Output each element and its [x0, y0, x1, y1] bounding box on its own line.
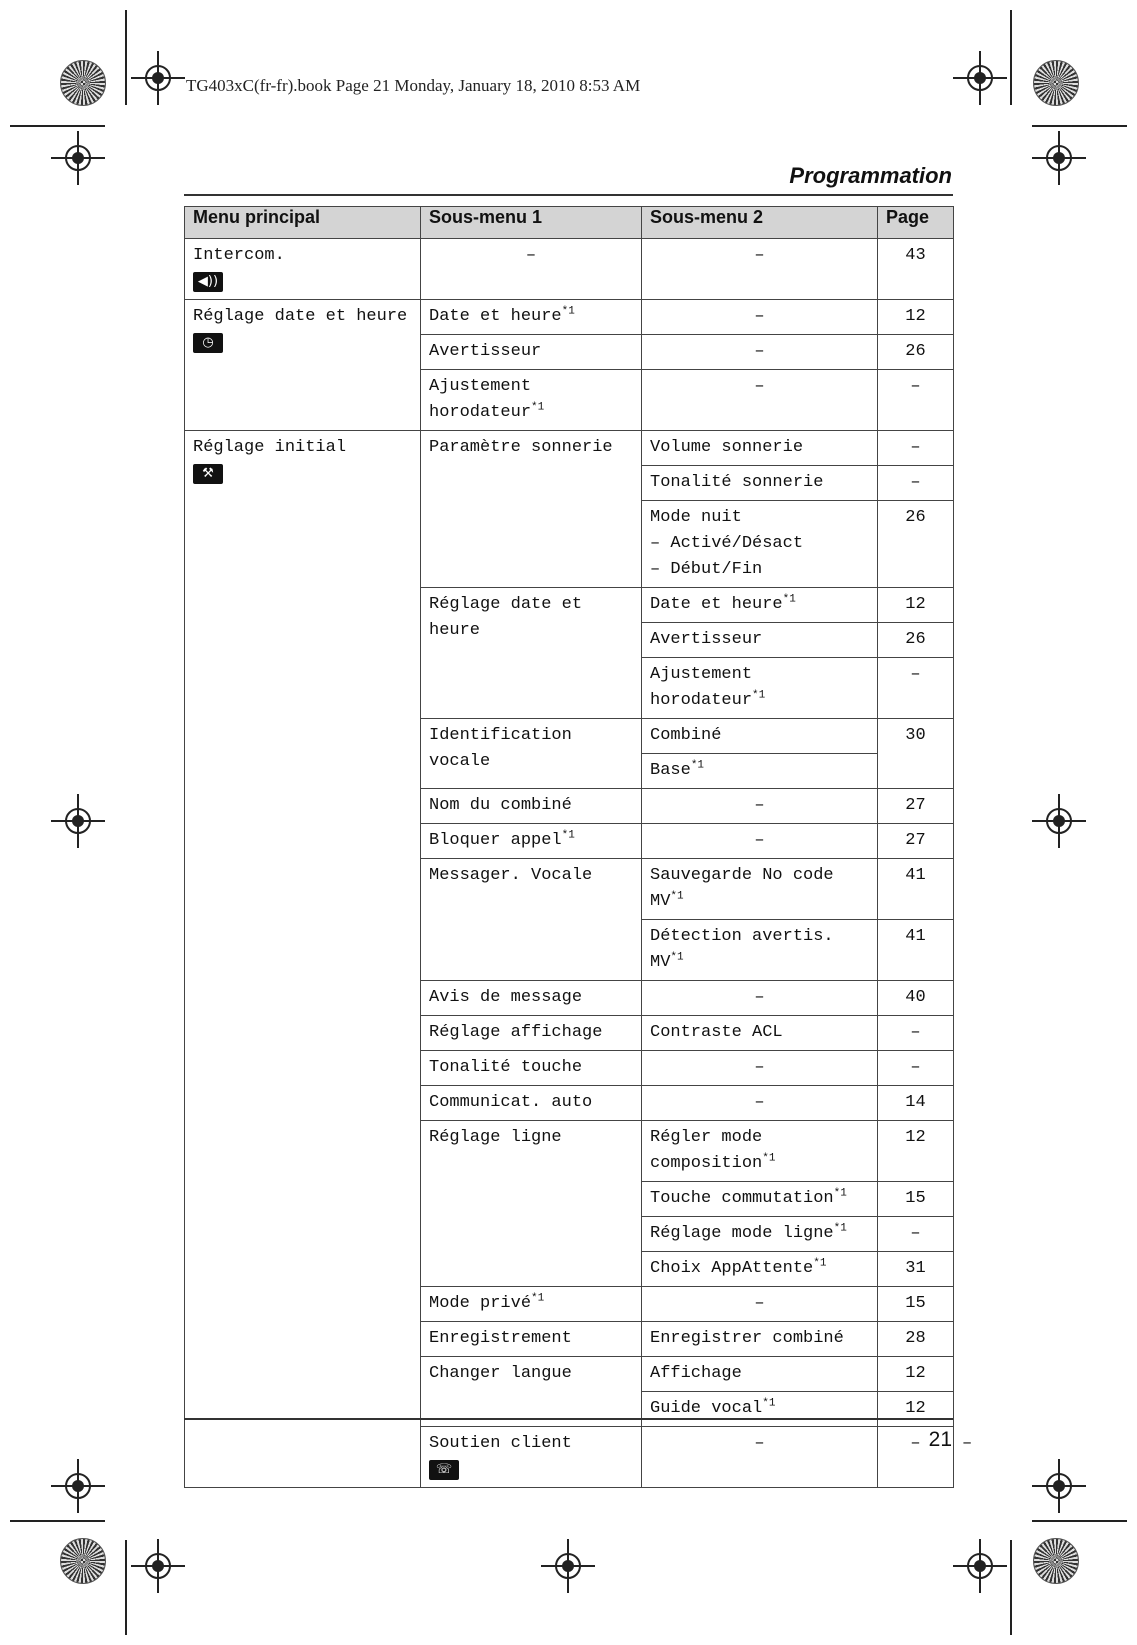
- registration-target-icon: [1046, 145, 1072, 171]
- page-number: 21: [928, 1428, 952, 1451]
- submenu2-cell: Choix AppAttente$^{*1}$: [642, 1252, 878, 1287]
- submenu2-cell: Date et heure$^{*1}$: [642, 588, 878, 623]
- page-cell: 12: [878, 1392, 954, 1427]
- page-cell: 12: [878, 1121, 954, 1182]
- page-cell: 15: [878, 1182, 954, 1217]
- submenu2-cell: –: [642, 370, 878, 431]
- submenu2-cell: Mode nuit – Activé/Désact – Début/Fin: [642, 501, 878, 588]
- submenu1-cell: Messager. Vocale: [421, 859, 642, 981]
- submenu1-cell: Réglage affichage: [421, 1016, 642, 1051]
- submenu2-cell: –: [642, 1086, 878, 1121]
- submenu2-cell: Régler mode composition$^{*1}$: [642, 1121, 878, 1182]
- color-registration-mark: [60, 60, 106, 106]
- page-cell: 27: [878, 789, 954, 824]
- menu-label: Réglage date et heure: [193, 307, 408, 326]
- submenu2-cell: Volume sonnerie: [642, 431, 878, 466]
- column-header: Page: [878, 207, 954, 239]
- submenu2-cell: Avertisseur: [642, 623, 878, 658]
- menu-cell: [185, 239, 421, 300]
- submenu2-cell: Affichage: [642, 1357, 878, 1392]
- submenu1-cell: Identification vocale: [421, 719, 642, 789]
- color-registration-mark: [1033, 1538, 1079, 1584]
- crop-mark: [1032, 1520, 1127, 1522]
- submenu1-cell: Réglage ligne: [421, 1121, 642, 1287]
- table-row: [185, 239, 954, 300]
- registration-target-icon: [967, 1553, 993, 1579]
- crop-mark: [1010, 1540, 1012, 1635]
- crop-mark: [125, 10, 127, 105]
- column-header: Sous-menu 1: [421, 207, 642, 239]
- registration-target-icon: [967, 65, 993, 91]
- submenu1-cell: Bloquer appel$^{*1}$: [421, 824, 642, 859]
- menu-label: Intercom.: [193, 246, 285, 265]
- submenu2-cell: Guide vocal$^{*1}$: [642, 1392, 878, 1427]
- page-cell: 27: [878, 824, 954, 859]
- table-header-row: [185, 207, 954, 239]
- submenu2-cell: –: [642, 300, 878, 335]
- registration-target-icon: [65, 1473, 91, 1499]
- submenu1-cell: Changer langue: [421, 1357, 642, 1427]
- submenu1-cell: –: [642, 1427, 878, 1488]
- submenu1-cell: Date et heure$^{*1}$: [421, 300, 642, 335]
- submenu1-cell: Mode privé$^{*1}$: [421, 1287, 642, 1322]
- registration-target-icon: [145, 1553, 171, 1579]
- crop-mark: [10, 125, 105, 127]
- submenu2-cell: Enregistrer combiné: [642, 1322, 878, 1357]
- submenu1-cell: Ajustement horodateur$^{*1}$: [421, 370, 642, 431]
- page-cell: 30: [878, 719, 954, 789]
- table-row: Soutien client ☏ – – –: [185, 1427, 954, 1488]
- page-cell: 41: [878, 859, 954, 920]
- submenu1-cell: Paramètre sonnerie: [421, 431, 642, 588]
- clock-icon: ◷: [193, 333, 223, 353]
- submenu1-cell: Enregistrement: [421, 1322, 642, 1357]
- sound-wave-icon: ◀)): [193, 272, 223, 292]
- submenu2-cell: –: [642, 1287, 878, 1322]
- menu-cell: [185, 431, 421, 1488]
- registration-target-icon: [65, 145, 91, 171]
- submenu2-cell: Réglage mode ligne$^{*1}$: [642, 1217, 878, 1252]
- registration-target-icon: [555, 1553, 581, 1579]
- page-cell: 43: [878, 239, 954, 300]
- header-rule: [184, 194, 953, 196]
- registration-target-icon: [65, 808, 91, 834]
- column-header: Menu principal: [185, 207, 421, 239]
- menu-label: Réglage initial: [193, 438, 347, 457]
- page-cell: –: [878, 431, 954, 466]
- page-cell: 26: [878, 623, 954, 658]
- color-registration-mark: [60, 1538, 106, 1584]
- submenu2-cell: –: [642, 824, 878, 859]
- page-cell: 12: [878, 1357, 954, 1392]
- page-cell: –: [878, 466, 954, 501]
- submenu1-cell: Communicat. auto: [421, 1086, 642, 1121]
- table-row: [185, 431, 954, 466]
- submenu2-cell: Base$^{*1}$: [642, 754, 878, 789]
- wrench-icon: ⚒: [193, 464, 223, 484]
- menu-cell: [421, 1427, 642, 1488]
- column-header: Sous-menu 2: [642, 207, 878, 239]
- table-row: [185, 300, 954, 335]
- page-cell: 26: [878, 335, 954, 370]
- registration-target-icon: [145, 65, 171, 91]
- page-cell: 12: [878, 300, 954, 335]
- page-cell: –: [878, 1217, 954, 1252]
- submenu2-cell: Tonalité sonnerie: [642, 466, 878, 501]
- submenu1-cell: Avis de message: [421, 981, 642, 1016]
- submenu1-cell: Avertisseur: [421, 335, 642, 370]
- footer-rule: [184, 1418, 953, 1420]
- page-cell: 26: [878, 501, 954, 588]
- menu-cell: [185, 300, 421, 431]
- submenu2-cell: Détection avertis. MV$^{*1}$: [642, 920, 878, 981]
- registration-target-icon: [1046, 808, 1072, 834]
- book-info-line: TG403xC(fr-fr).book Page 21 Monday, January 18, 2010 8:53 AM: [186, 76, 641, 95]
- menu-table: [184, 206, 973, 1488]
- submenu2-cell: –: [642, 789, 878, 824]
- registration-target-icon: [1046, 1473, 1072, 1499]
- page-cell: –: [878, 1051, 954, 1086]
- submenu2-cell: –: [642, 335, 878, 370]
- submenu2-cell: –: [878, 1427, 954, 1488]
- submenu2-cell: Ajustement horodateur$^{*1}$: [642, 658, 878, 719]
- submenu2-cell: –: [642, 1051, 878, 1086]
- page-cell: 12: [878, 588, 954, 623]
- page-cell: 41: [878, 920, 954, 981]
- page-cell: –: [878, 1016, 954, 1051]
- submenu2-cell: –: [642, 981, 878, 1016]
- submenu2-cell: Touche commutation$^{*1}$: [642, 1182, 878, 1217]
- page-cell: –: [878, 658, 954, 719]
- submenu2-cell: Sauvegarde No code MV$^{*1}$: [642, 859, 878, 920]
- crop-mark: [125, 1540, 127, 1635]
- crop-mark: [1010, 10, 1012, 105]
- crop-mark: [10, 1520, 105, 1522]
- submenu2-cell: Combiné: [642, 719, 878, 754]
- submenu2-cell: Contraste ACL: [642, 1016, 878, 1051]
- page-cell: 40: [878, 981, 954, 1016]
- submenu1-cell: Tonalité touche: [421, 1051, 642, 1086]
- color-registration-mark: [1033, 60, 1079, 106]
- section-title: Programmation: [789, 163, 952, 188]
- page-cell: 31: [878, 1252, 954, 1287]
- submenu1-cell: Réglage date et heure: [421, 588, 642, 719]
- page-cell: 15: [878, 1287, 954, 1322]
- submenu1-cell: Nom du combiné: [421, 789, 642, 824]
- support-icon: ☏: [429, 1460, 459, 1480]
- submenu2-cell: –: [642, 239, 878, 300]
- page-cell: 14: [878, 1086, 954, 1121]
- crop-mark: [1032, 125, 1127, 127]
- page-cell: –: [878, 370, 954, 431]
- menu-label: Soutien client: [429, 1434, 572, 1453]
- submenu1-cell: –: [421, 239, 642, 300]
- page-cell: 28: [878, 1322, 954, 1357]
